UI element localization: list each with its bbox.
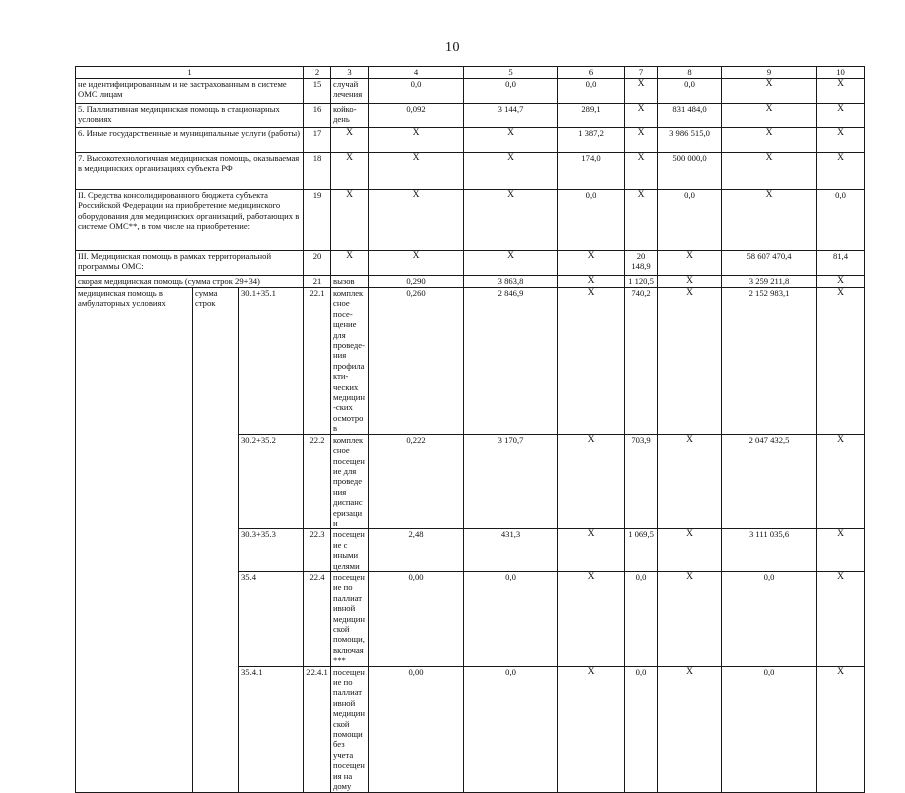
value-cell: X [658,571,722,666]
value-cell: X [369,251,464,276]
value-cell: 2 152 983,1 [722,288,817,435]
value-cell: X [817,153,865,190]
value-cell: 81,4 [817,251,865,276]
value-cell: X [558,288,625,435]
value-cell: 3 986 515,0 [658,128,722,153]
value-cell: 1 120,5 [625,276,658,288]
header-cell: 9 [722,67,817,79]
row-number: 19 [304,190,331,251]
value-cell: 0,0 [558,79,625,104]
unit-cell: вызов [331,276,369,288]
row-label: не идентифицированным и не застрахованным в системе ОМС лицам [76,79,304,104]
value-cell: X [369,190,464,251]
row-number: 22.3 [304,529,331,572]
row-number: 18 [304,153,331,190]
page-number: 10 [445,40,460,55]
value-cell: 0,0 [658,79,722,104]
value-cell: X [817,288,865,435]
value-cell: X [722,190,817,251]
value-cell: X [658,666,722,792]
row-number: 20 [304,251,331,276]
value-cell: 2,48 [369,529,464,572]
value-cell: 740,2 [625,288,658,435]
unit-cell: случай лечения [331,79,369,104]
row-label: II. Средства консолидированного бюджета субъекта Российской Федерации на приобретение медицинского оборудования для медицинских организаций, работающих в системе ОМС**, в том числе на приобретение: [76,190,304,251]
value-cell: X [817,666,865,792]
header-cell: 7 [625,67,658,79]
table-row [76,190,865,251]
value-cell: X [817,276,865,288]
value-cell: 0,0 [625,666,658,792]
value-cell: 703,9 [625,434,658,529]
table-row [76,79,865,104]
unit-cell: койко-день [331,104,369,128]
value-cell: 289,1 [558,104,625,128]
value-cell: 0,0 [625,571,658,666]
unit-cell: комплексное посещение для проведения диспансеризации [331,434,369,529]
value-cell: X [658,276,722,288]
row-number: 22.4 [304,571,331,666]
sum-rows-cell: 30.2+35.2 [239,434,304,529]
value-cell: 174,0 [558,153,625,190]
value-cell: 3 863,8 [464,276,558,288]
unit-cell: X [331,153,369,190]
value-cell: X [625,153,658,190]
value-cell: 0,00 [369,666,464,792]
value-cell: X [369,153,464,190]
table-row [76,104,865,128]
value-cell: X [658,251,722,276]
header-cell: 5 [464,67,558,79]
value-cell: X [658,288,722,435]
header-row [76,67,865,79]
sum-rows-cell: 35.4.1 [239,666,304,792]
sum-rows-cell: 30.1+35.1 [239,288,304,435]
value-cell: X [558,251,625,276]
value-cell: 0,260 [369,288,464,435]
value-cell: 831 484,0 [658,104,722,128]
value-cell: X [722,153,817,190]
header-cell: 6 [558,67,625,79]
group-sum-label: сумма строк [193,288,239,793]
value-cell: X [658,529,722,572]
value-cell: 1 387,2 [558,128,625,153]
header-cell: 1 [76,67,304,79]
value-cell: X [464,190,558,251]
header-cell: 2 [304,67,331,79]
value-cell: 3 144,7 [464,104,558,128]
value-cell: X [558,434,625,529]
row-number: 22.2 [304,434,331,529]
table-row [76,276,865,288]
row-label: 6. Иные государственные и муниципальные услуги (работы) [76,128,304,153]
value-cell: X [722,104,817,128]
value-cell: 2 047 432,5 [722,434,817,529]
value-cell: X [817,128,865,153]
value-cell: 0,0 [464,571,558,666]
value-cell: 500 000,0 [658,153,722,190]
value-cell: 431,3 [464,529,558,572]
unit-cell: X [331,128,369,153]
data-table [75,66,865,793]
value-cell: 0,0 [722,666,817,792]
value-cell: X [464,153,558,190]
header-cell: 3 [331,67,369,79]
table-row [76,128,865,153]
value-cell: 0,0 [722,571,817,666]
sum-rows-cell: 35.4 [239,571,304,666]
row-number: 22.1 [304,288,331,435]
value-cell: 20 148,9 [625,251,658,276]
value-cell: 0,092 [369,104,464,128]
value-cell: X [464,128,558,153]
unit-cell: X [331,251,369,276]
row-label: 5. Паллиативная медицинская помощь в стационарных условиях [76,104,304,128]
value-cell: X [558,529,625,572]
unit-cell: посещение по паллиативной медицинской помощи без учета посещения на дому [331,666,369,792]
value-cell: 0,0 [817,190,865,251]
table-row [76,153,865,190]
value-cell: 0,290 [369,276,464,288]
unit-cell: посещение с иными целями [331,529,369,572]
value-cell: 0,00 [369,571,464,666]
value-cell: X [817,529,865,572]
value-cell: X [464,251,558,276]
value-cell: 3 259 211,8 [722,276,817,288]
value-cell: 0,0 [464,79,558,104]
value-cell: 0,0 [369,79,464,104]
unit-cell: X [331,190,369,251]
value-cell: X [625,79,658,104]
value-cell: X [558,666,625,792]
header-cell: 8 [658,67,722,79]
value-cell: X [625,190,658,251]
value-cell: X [558,571,625,666]
sum-rows-cell: 30.3+35.3 [239,529,304,572]
row-number: 22.4.1 [304,666,331,792]
value-cell: X [625,128,658,153]
value-cell: 58 607 470,4 [722,251,817,276]
header-cell: 4 [369,67,464,79]
value-cell: 0,0 [558,190,625,251]
row-label: III. Медицинская помощь в рамках территориальной программы ОМС: [76,251,304,276]
value-cell: X [369,128,464,153]
value-cell: 0,222 [369,434,464,529]
value-cell: 3 111 035,6 [722,529,817,572]
row-label: скорая медицинская помощь (сумма строк 29+34) [76,276,304,288]
value-cell: 1 069,5 [625,529,658,572]
header-cell: 10 [817,67,865,79]
row-label: 7. Высокотехнологичная медицинская помощь, оказываемая в медицинских организациях субъекта РФ [76,153,304,190]
value-cell: X [658,434,722,529]
value-cell: X [625,104,658,128]
table-row [76,288,865,435]
value-cell: X [722,79,817,104]
row-number: 17 [304,128,331,153]
unit-cell: посещение по паллиативной медицинской помощи, включая*** [331,571,369,666]
row-number: 15 [304,79,331,104]
value-cell: X [817,571,865,666]
value-cell: 2 846,9 [464,288,558,435]
value-cell: X [817,104,865,128]
value-cell: X [817,434,865,529]
unit-cell: комплексное посе-щение для проведе-ния профилакти-ческих медицин-ских осмотров [331,288,369,435]
row-number: 21 [304,276,331,288]
value-cell: 3 170,7 [464,434,558,529]
value-cell: X [722,128,817,153]
group-label: медицинская помощь в амбулаторных условиях [76,288,193,793]
value-cell: X [558,276,625,288]
value-cell: 0,0 [464,666,558,792]
row-number: 16 [304,104,331,128]
table-row [76,251,865,276]
value-cell: X [817,79,865,104]
value-cell: 0,0 [658,190,722,251]
